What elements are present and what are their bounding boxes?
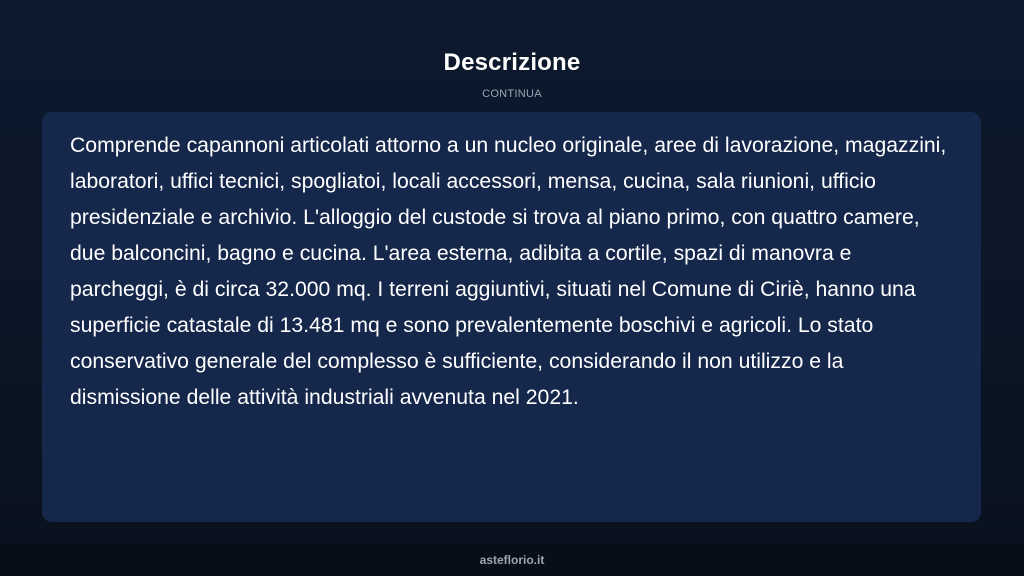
header xyxy=(0,46,1024,101)
site-name: asteflorio.it xyxy=(479,553,545,567)
continua-label: CONTINUA xyxy=(482,88,542,100)
description-text: Comprende capannoni articolati attorno a un nucleo originale, aree di lavorazione, magazzini, laboratori, uffici tecnici, spogliatoi, locali accessori, mensa, cucina, sala riunioni, ufficio presidenziale e archivio. L'alloggio del custode si trova al piano primo, con quattro camere, due balconcini, bagno e cucina. L'area esterna, adibita a cortile, spazi di manovra e parcheggi, è di circa 32.000 mq. I terreni aggiuntivi, situati nel Comune di Ciriè, hanno una superficie catastale di 13.481 mq e sono prevalentemente boschivi e agricoli. Lo stato conservativo generale del complesso è sufficiente, considerando il non utilizzo e la dismissione delle attività industriali avvenuta nel 2021. xyxy=(70,134,947,409)
description-panel xyxy=(42,112,981,522)
page-title: Descrizione xyxy=(443,49,581,76)
footer xyxy=(0,544,1024,576)
